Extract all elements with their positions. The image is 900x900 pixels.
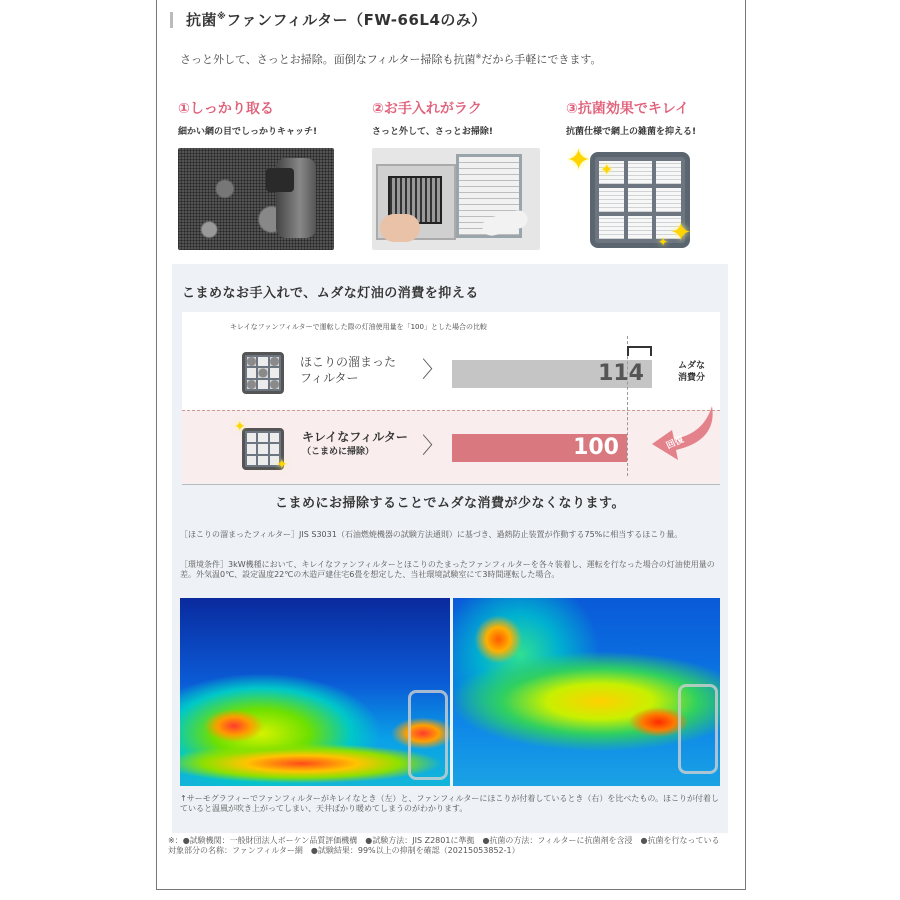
chart-note: キレイなファンフィルターで運転した際の灯油使用量を「100」とした場合の比較 xyxy=(230,323,487,331)
feature-easy-care xyxy=(372,98,537,137)
bar-dirty xyxy=(452,360,652,388)
antibacterial-footnote: ※：●試験機関：一般財団法人ボーケン品質評価機構 ●試験方法：JIS Z2801に準拠 ●抗菌の方法：フィルターに抗菌剤を含浸 ●抗菌を行なっている対象部分の名称：ファンフィルター網 ●試験結果：99%以上の抑制を確認（20215053852-1） xyxy=(168,836,720,855)
thermography-clean xyxy=(180,598,450,786)
clean-row-label: キレイなフィルター （こまめに掃除） xyxy=(302,430,408,457)
feature-title: ③抗菌効果でキレイ xyxy=(566,101,690,117)
footnote-dust: ［ほこりの溜まったフィルター］JIS S3031（石油燃焼機器の試験方法通則）に基づき、過熱防止装置が作動する75%に相当するほこり量。 xyxy=(180,530,683,539)
divider xyxy=(182,484,720,485)
clean-filter-photo xyxy=(566,148,722,250)
filter-removal-photo xyxy=(372,148,540,250)
baseline-100 xyxy=(627,336,628,476)
comparison-panel xyxy=(172,264,728,833)
dusty-filter-photo xyxy=(178,148,334,250)
panel-heading: こまめなお手入れで、ムダな灯油の消費を抑える xyxy=(182,286,479,301)
title-accent-bar xyxy=(170,12,173,28)
summary-text: こまめにお掃除することでムダな消費が少なくなります。 xyxy=(275,496,625,511)
intro-text: さっと外して、さっとお掃除。面倒なフィルター掃除も抗菌※だから手軽にできます。 xyxy=(180,52,602,66)
sparkle-icon: ✦ xyxy=(566,148,592,178)
feature-title: ①しっかり取る xyxy=(178,101,274,117)
dirty-filter-icon xyxy=(242,352,284,394)
feature-text: さっと外して、さっとお掃除! xyxy=(372,127,493,137)
dirty-row-label: ほこりの溜まった フィルター xyxy=(300,355,397,385)
thermography-dusty xyxy=(453,598,720,786)
bar-dirty-value: 114 xyxy=(598,361,644,386)
sparkle-icon: ✦ xyxy=(600,160,614,179)
chevron-right-icon: 〉 xyxy=(422,358,445,383)
feature-antibacterial xyxy=(566,98,731,249)
sparkle-icon: ✦ xyxy=(658,235,669,249)
feature-text: 抗菌仕様で網上の雑菌を抑える! xyxy=(566,127,697,137)
recover-label: 回復 xyxy=(665,434,686,452)
footnote-thermography: ↑サーモグラフィーでファンフィルターがキレイなとき（左）と、ファンフィルターにほこりが付着しているとき（右）を比べたもの。ほこりが付着していると温風が吹き上がってしまい、天井ばかり暖めてしまうのがわかります。 xyxy=(180,794,720,813)
sparkle-icon: ✦ xyxy=(670,218,692,248)
chevron-right-icon: 〉 xyxy=(422,434,445,459)
feature-title: ②お手入れがラク xyxy=(372,101,482,117)
footnote-conditions: ［環境条件］3kW機種において、キレイなファンフィルターとほこりのたまったファンフィルターを各々装着し、運転を行なった場合の灯油使用量の差。外気温0℃、設定温度22℃の木造戸建住宅6畳を想定した、当社環境試験室にて3時間運転した場合。 xyxy=(180,560,715,579)
comparison-chart xyxy=(182,312,720,482)
sparkle-icon: ✦ xyxy=(234,419,246,435)
waste-label: ムダな 消費分 xyxy=(678,361,706,383)
bar-clean xyxy=(452,434,627,462)
recover-arrow-icon xyxy=(652,404,722,464)
bar-clean-value: 100 xyxy=(573,435,619,460)
sparkle-icon: ✦ xyxy=(276,457,288,473)
page-title: 抗菌※ファンフィルター（FW-66L4のみ） xyxy=(186,11,487,29)
waste-bracket xyxy=(627,346,652,356)
feature-catch xyxy=(178,98,343,137)
feature-text: 細かい網の目でしっかりキャッチ! xyxy=(178,127,318,137)
